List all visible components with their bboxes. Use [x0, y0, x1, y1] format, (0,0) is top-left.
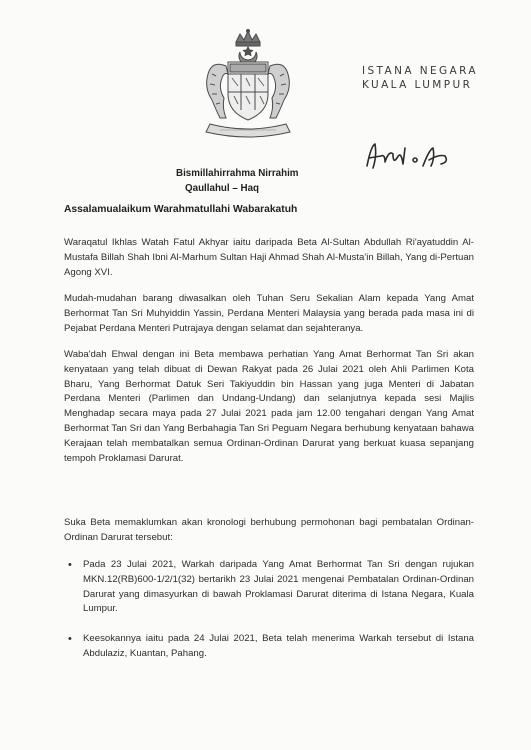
- address-line: ISTANA NEGARA: [362, 65, 478, 77]
- bismillah-text: Bismillahirrahma Nirrahim: [176, 168, 299, 179]
- bullet-dot-icon: •: [68, 633, 72, 645]
- paragraph-address-pm: Mudah-mudahan barang diwasalkan oleh Tuhan Seru Sekalian Alam kepada Yang Amat Berhormat Tan Sri Muhyiddin Yassin, Perdana Menteri Malaysia yang berada pada masa ini di Pejabat Perdana Menteri Putrajaya dengan selamat dan sejahteranya.: [64, 293, 474, 334]
- qaullahul-text: Qaullahul – Haq: [185, 183, 260, 194]
- list-item: [68, 632, 474, 662]
- handwritten-signature: [363, 140, 455, 172]
- paragraph-introduction: Waraqatul Ikhlas Watah Fatul Akhyar iaitu daripada Beta Al-Sultan Abdullah Ri'ayatuddin Al-Mustafa Billah Shah Ibni Al-Marhum Sultan Haji Ahmad Shah Al-Musta'in Billah, Yang di-Pertuan Agong XVI.: [64, 237, 474, 278]
- list-item: [68, 558, 474, 617]
- bismillah-heading: [176, 166, 299, 196]
- paragraph-main-body: Waba'dah Ehwal dengan ini Beta membawa perhatian Yang Amat Berhormat Tan Sri akan kenyataan yang telah dibuat di Dewan Rakyat pada 26 Julai 2021 oleh Ahli Parlimen Kota Bharu, Yang Berhormat Datuk Seri Takiyuddin bin Hassan yang juga Menteri di Jabatan Perdana Menteri (Parlimen dan Undang-Undang) dan selanjutnya kepada sesi Majlis Menghadap secara maya pada 27 Julai 2021 pada jam 12.00 tengahari dengan Yang Amat Berhormat Tan Sri dan Yang Berbahagia Tan Sri Peguam Negara berhubung kenyataan bahawa Kerajaan telah membatalkan semua Ordinan-Ordinan Darurat yang berkuat kuasa sepanjang tempoh Proklamasi Darurat.: [64, 349, 474, 464]
- list-item-text: Pada 23 Julai 2021, Warkah daripada Yang Amat Berhormat Tan Sri dengan rujukan MKN.12(RB)600-1/2/1(32) bertarikh 23 Julai 2021 mengenai Pembatalan Ordinan-Ordinan Darurat yang dimasyurkan di bawah Proklamasi Darurat diterima di Istana Negara, Kuala Lumpur.: [83, 559, 474, 615]
- paragraph-chronology-intro: Suka Beta memaklumkan akan kronologi berhubung permohonan bagi pembatalan Ordinan-Ordinan Darurat tersebut:: [64, 517, 474, 543]
- bullet-dot-icon: •: [68, 559, 72, 571]
- list-item-text: Keesokannya iaitu pada 24 Julai 2021, Beta telah menerima Warkah tersebut di Istana Abdulaziz, Kuantan, Pahang.: [83, 633, 474, 659]
- royal-crest-icon: [190, 28, 306, 146]
- greeting: Assalamualaikum Warahmatullahi Wabarakatuh: [64, 204, 298, 215]
- address-line: KUALA LUMPUR: [362, 79, 473, 91]
- palace-address: [362, 64, 478, 92]
